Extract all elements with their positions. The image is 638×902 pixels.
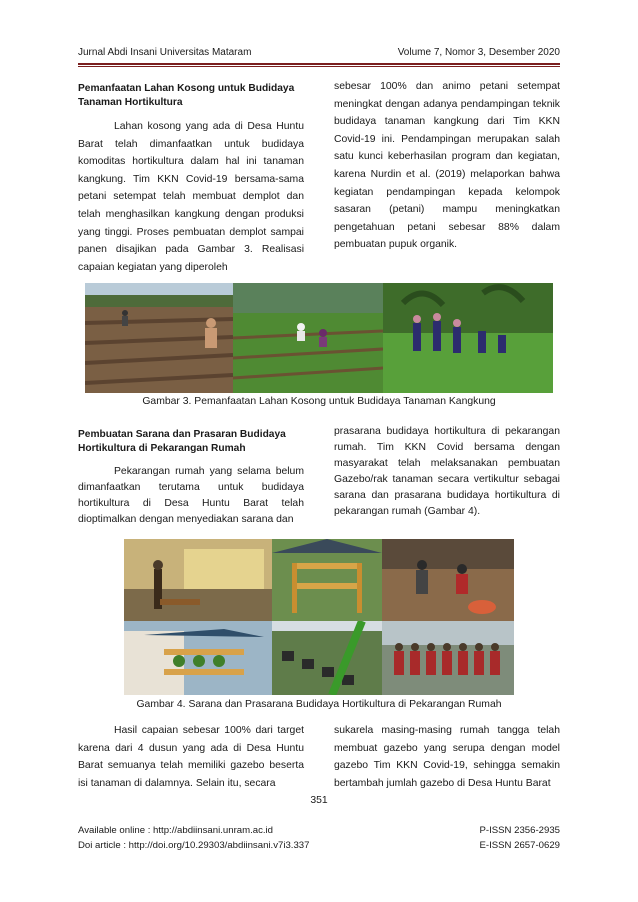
photo-harvest-group <box>383 283 553 393</box>
section1-left-paragraph: Lahan kosong yang ada di Desa Huntu Barat telah dimanfaatkan untuk budidaya komoditas hortikultura dalam hal ini tanaman kangkung. Tim KKN Covid-19 bersama-sama petani setempat telah membuat demplot dan telah menghasilkan kangkung dengan produksi yang tinggi. Proses pembuatan demplot sampai panen disajikan pada Gambar 3. Realisasi capaian kegiatan yang diperoleh <box>78 121 304 273</box>
photo-building-gazebo <box>124 539 272 621</box>
figure4-caption: Gambar 4. Sarana dan Prasarana Budidaya Hortikultura di Pekarangan Rumah <box>136 699 502 710</box>
section3-left-paragraph: Hasil capaian sebesar 100% dari target karena dari 4 dusun yang ada di Desa Huntu Barat semuanya telah memiliki gazebo beserta isi tanaman di dalamnya. Selain itu, secara <box>78 725 304 789</box>
section1-right-column <box>334 78 560 254</box>
footer-eissn: E-ISSN 2657-0629 <box>479 840 560 851</box>
photo-group-kkn <box>382 621 514 695</box>
section3-left-column <box>78 722 304 792</box>
section1-left-column <box>78 82 304 276</box>
photo-gazebo-house <box>124 621 272 695</box>
section3-right-column <box>334 722 560 792</box>
footer-doi: Doi article : http://doi.org/10.29303/abdiinsani.v7i3.337 <box>78 840 310 851</box>
footer-right <box>479 823 560 853</box>
section2-left-column <box>78 428 304 528</box>
journal-title: Jurnal Abdi Insani Universitas Mataram <box>78 47 252 58</box>
photo-tilled-field <box>85 283 233 393</box>
section2-right-paragraph: prasarana budidaya hortikultura di pekarangan rumah. Tim KKN Covid bersama dengan masyarakat telah melaksanakan pembuatan Gazebo/rak tanaman secara vertikultur sebagai sarana dan prasarana budidaya hortikultura di pekarangan rumah (Gambar 4). <box>334 426 560 517</box>
photo-vertical-planter <box>272 621 382 695</box>
photo-finished-gazebo <box>272 539 382 621</box>
footer-available-online: Available online : http://abdiinsani.unram.ac.id <box>78 825 274 836</box>
section3-right-paragraph: sukarela masing-masing rumah tangga telah membuat gazebo yang serupa dengan model gazebo Tim KKN Covid-19, sehingga semakin bertambah jumlah gazebo di Desa Huntu Barat <box>334 725 560 789</box>
figure3-caption: Gambar 3. Pemanfaatan Lahan Kosong untuk Budidaya Tanaman Kangkung <box>142 396 496 407</box>
section2-heading: Pembuatan Sarana dan Prasaran Budidaya Hortikultura di Pekarangan Rumah <box>78 429 286 454</box>
section2-left-paragraph: Pekarangan rumah yang selama belum dimanfaatkan terutama untuk budidaya hortikultura di Desa Huntu Barat telah dioptimalkan dengan menyediakan sarana dan <box>78 466 304 525</box>
footer-pissn: P-ISSN 2356-2935 <box>479 825 560 836</box>
section2-right-column <box>334 424 560 520</box>
header-rule-thin <box>78 66 560 67</box>
photo-filling-pots <box>382 539 514 621</box>
footer-left <box>78 823 309 853</box>
section1-right-paragraph: sebesar 100% dan animo petani setempat meningkat dengan adanya pendampingan teknik budidaya tanaman kangkung dari Tim KKN Covid-19 ini. Pendampingan merupakan salah satu kunci keberhasilan program dan kegiatan, karena Nurdin et al. (2019) melaporkan bahwa kegiatan pendampingan kepada kelompok sasaran (petani) mampu meningkatkan pengetahuan petani sebesar 88% dalam pembuatan pupuk organik. <box>334 81 560 251</box>
figure4-photos <box>124 539 514 695</box>
section1-heading: Pemanfaatan Lahan Kosong untuk Budidaya Tanaman Hortikultura <box>78 83 295 108</box>
page-number: 351 <box>310 795 328 806</box>
volume-info: Volume 7, Nomor 3, Desember 2020 <box>397 47 560 58</box>
header-rule <box>78 63 560 65</box>
figure3-photos <box>85 283 553 393</box>
photo-kangkung-rows <box>233 283 383 393</box>
